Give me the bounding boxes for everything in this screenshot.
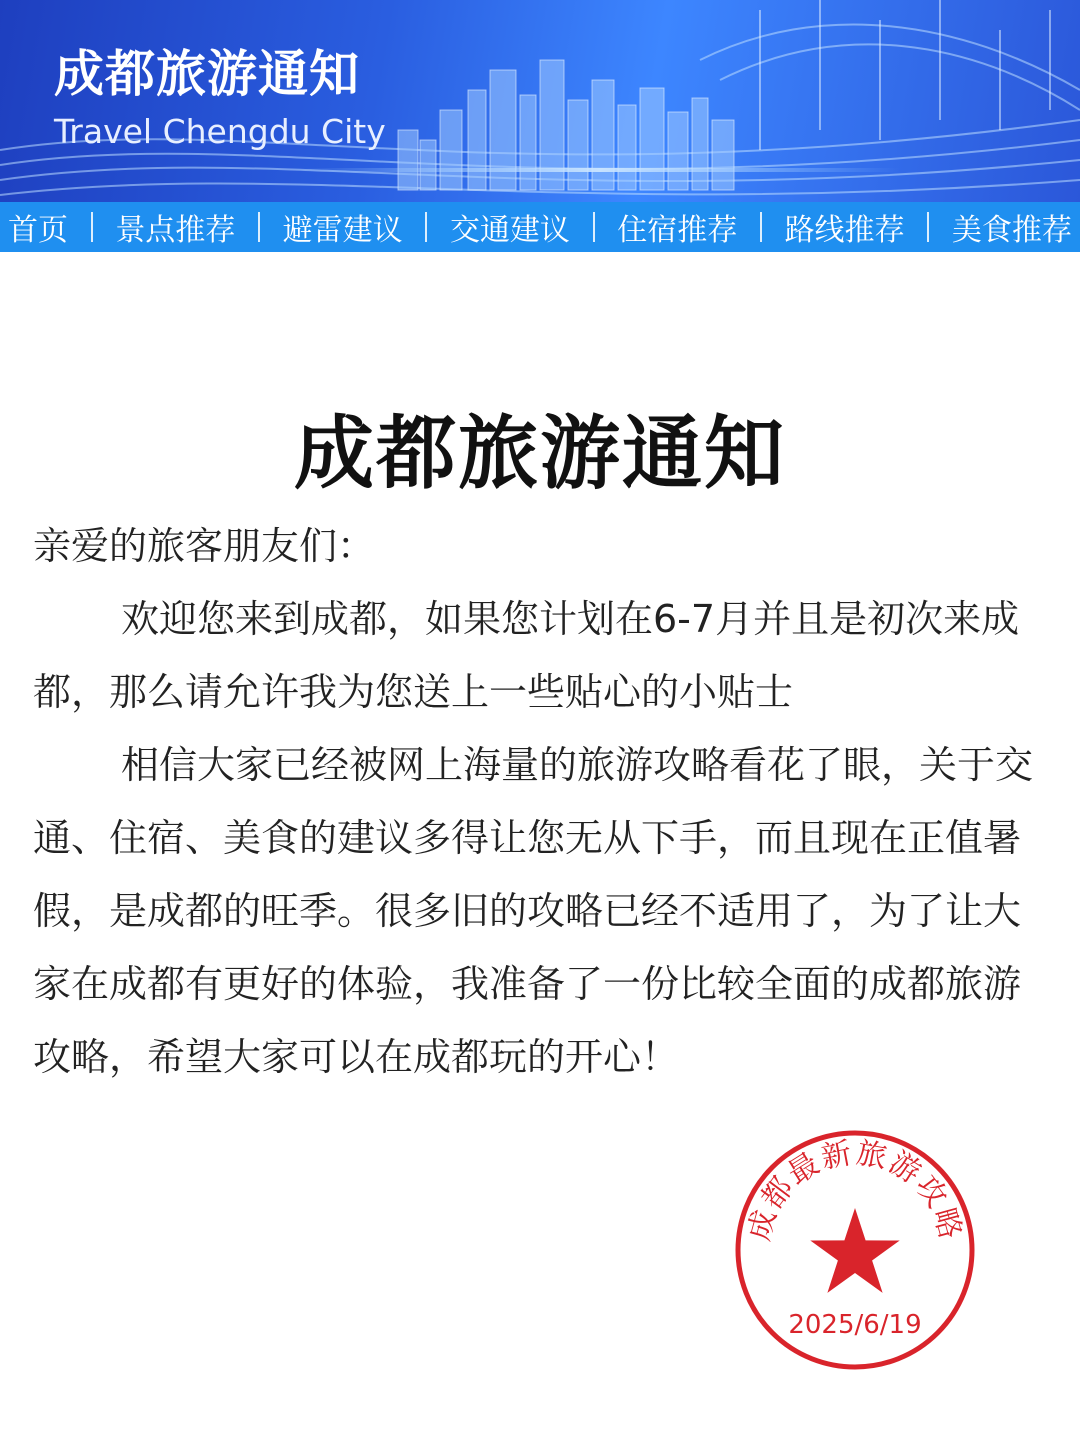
nav-divider (593, 212, 595, 242)
banner-subtitle: Travel Chengdu City (54, 112, 386, 151)
nav-item-lodging[interactable]: 住宿推荐 (617, 213, 738, 248)
stamp-date: 2025/6/19 (788, 1310, 922, 1340)
nav-divider (927, 212, 929, 242)
nav-item-home[interactable]: 首页 (8, 213, 68, 248)
page-title: 成都旅游通知 (294, 406, 786, 500)
banner-title: 成都旅游通知 (54, 45, 360, 103)
nav-item-transport[interactable]: 交通建议 (449, 213, 570, 248)
letter-paragraph: 欢迎您来到成都，如果您计划在6-7月并且是初次来成都，那么请允许我为您送上一些贴心的小贴士 (33, 597, 1020, 714)
letter-greeting: 亲爱的旅客朋友们： (33, 524, 376, 568)
red-seal-stamp (733, 1128, 977, 1372)
stamp-arc-text: 成都最新旅游攻略 (741, 1135, 969, 1245)
letter-body (33, 510, 1043, 1094)
star-icon (810, 1208, 899, 1293)
nav-item-routes[interactable]: 路线推荐 (784, 213, 905, 248)
header-banner (0, 0, 1080, 202)
nav-divider (258, 212, 260, 242)
nav-item-pitfalls[interactable]: 避雷建议 (282, 213, 403, 248)
nav-divider (425, 212, 427, 242)
top-nav (0, 202, 1080, 252)
letter-paragraph: 相信大家已经被网上海量的旅游攻略看花了眼，关于交通、住宿、美食的建议多得让您无从下手，而且现在正值暑假，是成都的旺季。很多旧的攻略已经不适用了，为了让大家在成都有更好的体验，我准备了一份比较全面的成都旅游攻略，希望大家可以在成都玩的开心！ (33, 743, 1034, 1079)
nav-item-food[interactable]: 美食推荐 (951, 213, 1072, 248)
nav-item-attractions[interactable]: 景点推荐 (115, 213, 236, 248)
nav-divider (91, 212, 93, 242)
nav-divider (760, 212, 762, 242)
